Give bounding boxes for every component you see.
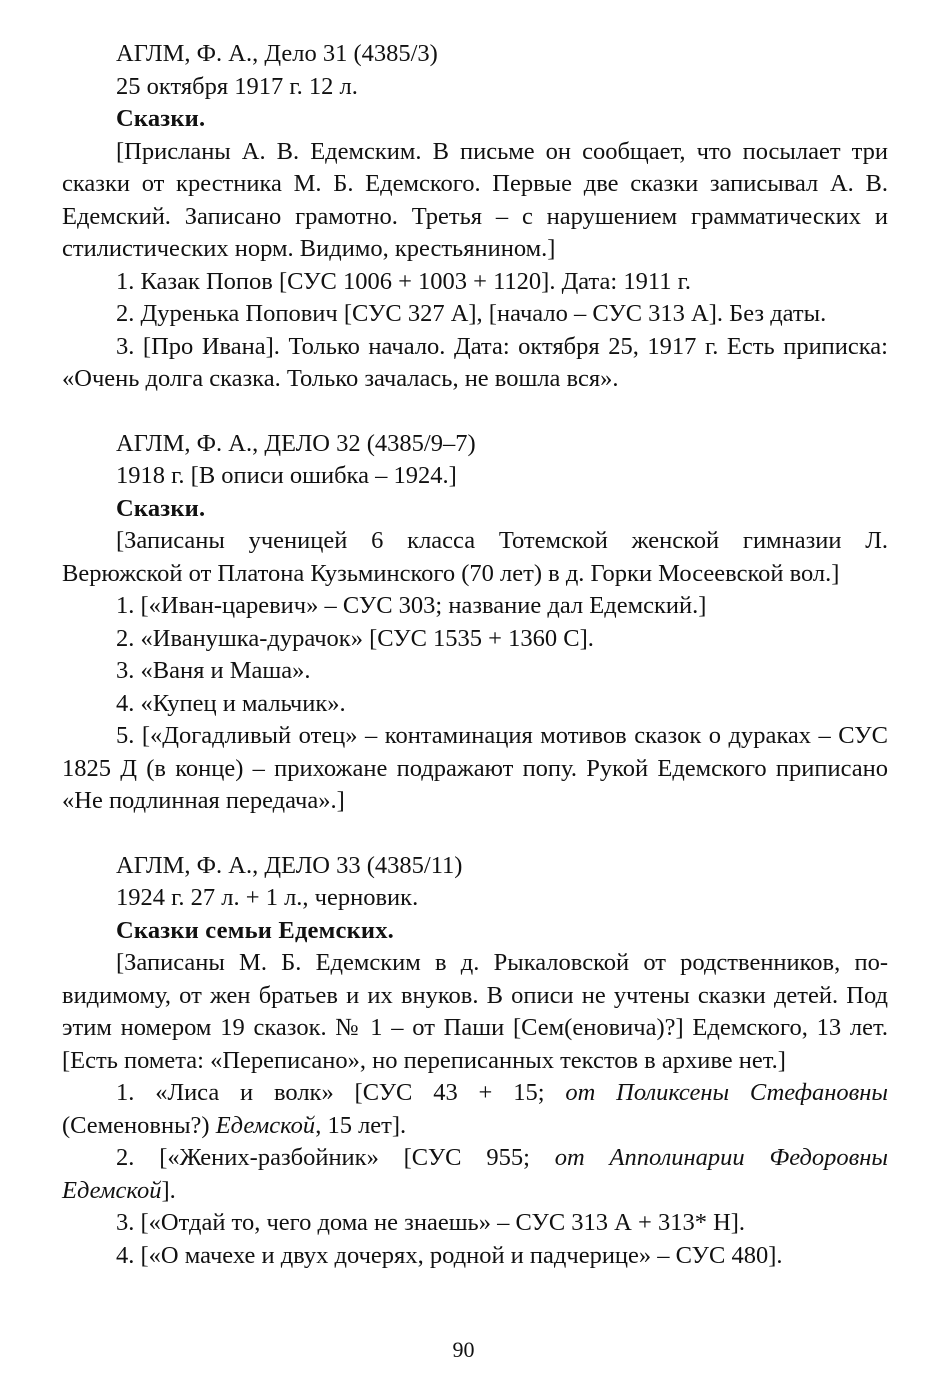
entry-title: Сказки. [116,494,206,522]
entry-date: 1924 г. 27 л. + 1 л., черновик. [116,884,419,911]
entry-header: АГЛМ, Ф. А., ДЕЛО 32 (4385/9–7) [116,429,476,457]
item-text: ]. [161,1176,176,1204]
entry-title: Сказки. [116,105,206,132]
item-text: , 15 лет]. [315,1111,407,1139]
entry-header: АГЛМ, Ф. А., Дело 31 (4385/3) [116,40,438,67]
item-informant: от Поликсены Стефановны [565,1079,889,1106]
item-text: 1. «Лиса и волк» [СУС 43 + 15; [116,1079,566,1106]
entry-description: [Записаны М. Б. Едемским в д. Рыкаловской от родственников, по-видимому, от жен братьев и их внуков. В описи не учтены сказки детей. Под этим номером 19 сказок. № 1 – от Паши [Сем(еновича)?] Едемского, 13 лет. [Есть помета: «Переписано», но переписанных текстов в архиве нет.] [62,949,888,1074]
list-item: 3. [«Отдай то, чего дома не знаешь» – СУС 313 А + 313* Н]. [116,1209,746,1236]
item-text: (Семеновны?) [62,1111,216,1139]
entry-header: АГЛМ, Ф. А., ДЕЛО 33 (4385/11) [116,851,463,879]
entry-description: [Присланы А. В. Едемским. В письме он сообщает, что посылает три сказки от крестника М. Б. Едемского. Первые две сказки записывал А. В. Едемский. Записано грамотно. Третья – с нарушением грамматических и стилистических норм. Видимо, крестьянином.] [62,137,888,262]
item-informant-surname: Едемской [215,1111,316,1139]
entry-title: Сказки семьи Едемских. [116,916,395,944]
list-item: 3. [Про Ивана]. Только начало. Дата: октября 25, 1917 г. Есть приписка: «Очень долга сказка. Только зачалась, не вошла вся». [62,332,888,392]
archive-entry-33 [62,850,888,1273]
entry-description: [Записаны ученицей 6 класса Тотемской женской гимназии Л. Верюжской от Платона Кузьминского (70 лет) в д. Горки Мосеевской вол.] [62,527,888,587]
archive-entry-32 [62,428,888,818]
item-text: 2. [«Жених-разбойник» [СУС 955; [116,1144,555,1171]
document-page [62,38,888,1272]
item-informant: от Апполинарии Федоровны Едемской [62,1144,888,1204]
list-item [62,1142,888,1207]
archive-entry-31 [62,38,888,396]
list-item: 1. Казак Попов [СУС 1006 + 1003 + 1120]. Дата: 1911 г. [116,267,691,295]
list-item: 1. [«Иван-царевич» – СУС 303; название дал Едемский.] [116,592,707,619]
list-item: 2. Дуренька Попович [СУС 327 А], [начало – СУС 313 А]. Без даты. [116,300,827,327]
entry-date: 1918 г. [В описи ошибка – 1924.] [116,462,457,489]
list-item: 4. «Купец и мальчик». [116,689,346,717]
list-item: 3. «Ваня и Маша». [116,657,311,684]
page-number: 90 [452,1337,475,1362]
entry-date: 25 октября 1917 г. 12 л. [116,72,358,100]
list-item: 5. [«Догадливый отец» – контаминация мотивов сказок о дураках – СУС 1825 Д (в конце) – прихожане подражают попу. Рукой Едемского приписано «Не подлинная передача».] [62,722,888,814]
list-item: 4. [«О мачехе и двух дочерях, родной и падчерице» – СУС 480]. [116,1241,783,1269]
list-item: 2. «Иванушка-дурачок» [СУС 1535 + 1360 С]. [116,624,594,652]
list-item [62,1077,888,1142]
